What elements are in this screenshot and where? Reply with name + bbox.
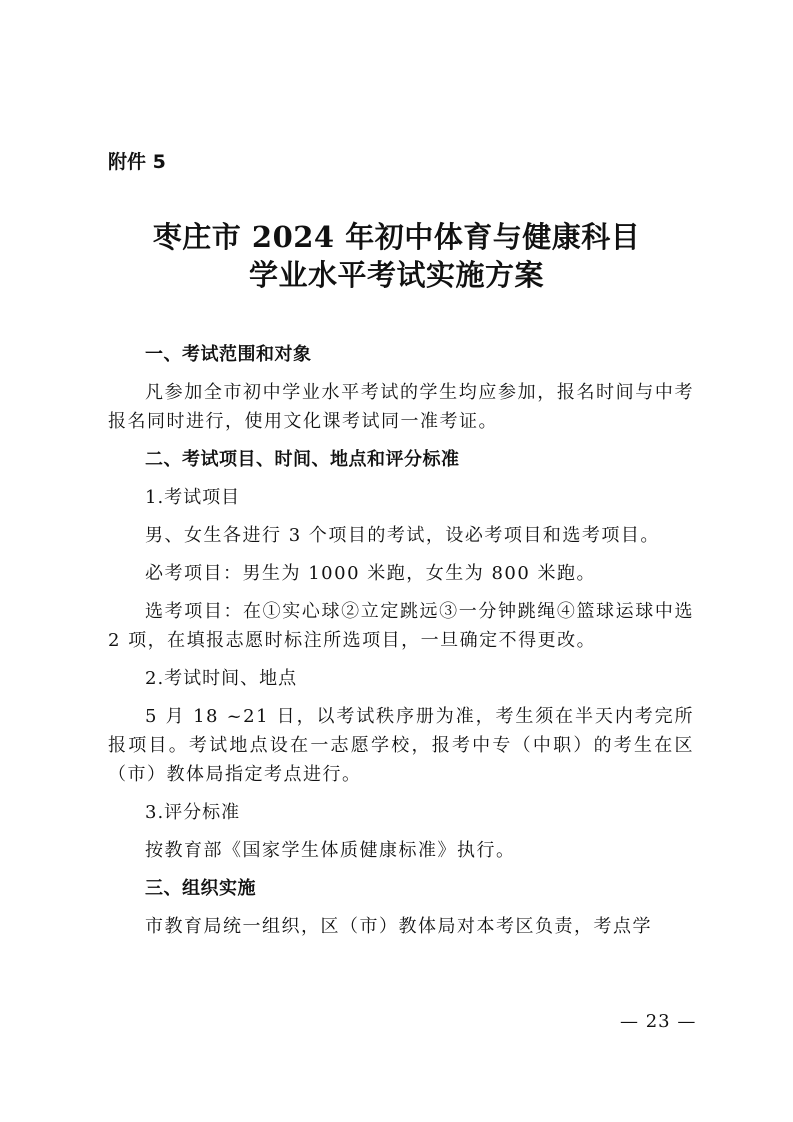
document-title-line-1: 枣庄市 2024 年初中体育与健康科目 xyxy=(152,220,641,254)
section-1-paragraph: 凡参加全市初中学业水平考试的学生均应参加，报名时间与中考报名同时进行，使用文化课考试同一准考证。 xyxy=(108,382,694,432)
section-2-paragraph-5: 按教育部《国家学生体质健康标准》执行。 xyxy=(145,840,516,861)
section-2-subheading-3: 3.评分标准 xyxy=(145,802,241,823)
section-2-subheading-1: 1.考试项目 xyxy=(145,487,241,508)
document-title-line-2: 学业水平考试实施方案 xyxy=(248,258,544,292)
section-2-heading: 二、考试项目、时间、地点和评分标准 xyxy=(145,449,460,470)
section-2-paragraph-3: 选考项目：在①实心球②立定跳远③一分钟跳绳④篮球运球中选 2 项，在填报志愿时标注所选项目，一旦确定不得更改。 xyxy=(108,601,694,651)
document-body xyxy=(108,340,694,950)
section-2-paragraph-1: 男、女生各进行 3 个项目的考试，设必考项目和选考项目。 xyxy=(145,525,660,546)
section-3-heading: 三、组织实施 xyxy=(145,878,256,899)
page-number: — 23 — xyxy=(620,1011,697,1032)
section-2-paragraph-2: 必考项目：男生为 1000 米跑，女生为 800 米跑。 xyxy=(145,563,597,584)
section-3-paragraph: 市教育局统一组织，区（市）教体局对本考区负责，考点学 xyxy=(145,916,652,937)
section-2-paragraph-4: 5 月 18 ~21 日，以考试秩序册为准，考生须在半天内考完所报项目。考试地点设在一志愿学校，报考中专（中职）的考生在区（市）教体局指定考点进行。 xyxy=(108,706,694,785)
section-2-subheading-2: 2.考试时间、地点 xyxy=(145,668,298,689)
section-1-heading: 一、考试范围和对象 xyxy=(145,344,312,365)
attachment-label: 附件 5 xyxy=(108,151,166,173)
